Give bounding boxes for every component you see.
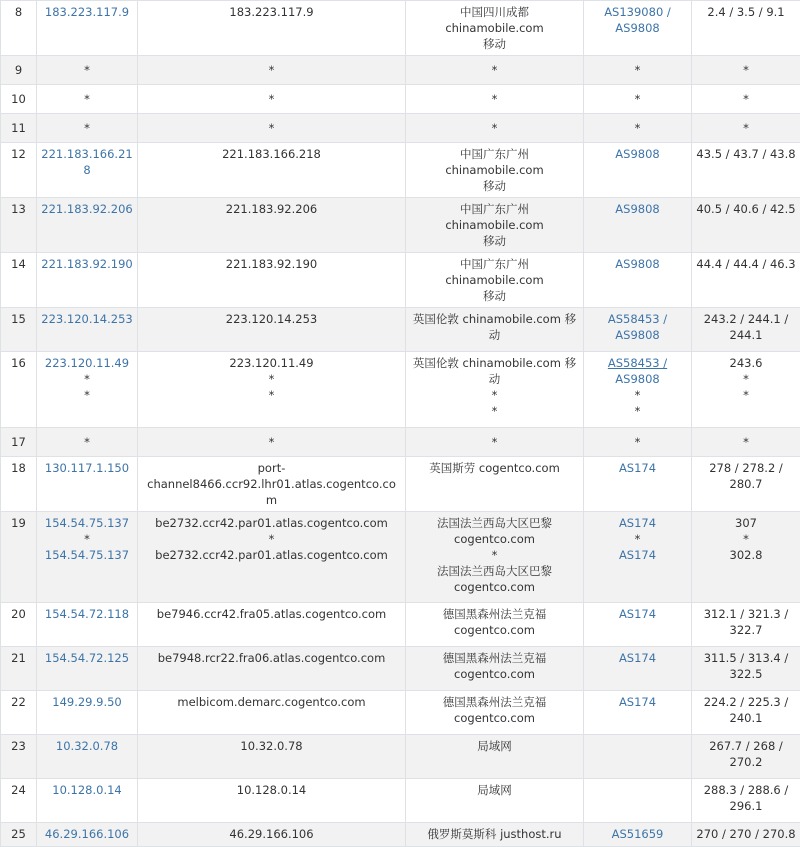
location-text: 移动 <box>410 36 579 52</box>
location-text: 移动 <box>410 178 579 194</box>
asn-cell <box>584 823 692 847</box>
asn-cell <box>584 428 692 457</box>
location-text: 德国黑森州法兰克福 <box>410 650 579 666</box>
latency-cell <box>692 691 800 735</box>
latency-cell <box>692 603 800 647</box>
latency-text: 311.5 / 313.4 / <box>696 650 796 666</box>
no-response-marker: * <box>41 434 133 450</box>
no-response-marker: * <box>142 531 401 547</box>
no-response-marker: * <box>142 387 401 403</box>
no-response-marker: * <box>588 120 687 136</box>
no-response-marker: * <box>588 434 687 450</box>
no-response-marker: * <box>588 62 687 78</box>
location-text: cogentco.com <box>410 666 579 682</box>
ip-cell <box>37 85 138 114</box>
hostname-text: 223.120.11.49 <box>142 355 401 371</box>
hop-number: 14 <box>1 253 37 308</box>
asn-cell <box>584 512 692 603</box>
asn-cell <box>584 352 692 428</box>
no-response-marker: * <box>142 62 401 78</box>
ip-link[interactable]: 154.54.75.137 <box>41 547 133 563</box>
location-text: 移动 <box>410 233 579 249</box>
hostname-text: channel8466.ccr92.lhr01.atlas.cogentco.com <box>142 476 401 508</box>
latency-text: 280.7 <box>696 476 796 492</box>
hop-number: 21 <box>1 647 37 691</box>
hostname-cell <box>138 1 406 56</box>
hostname-cell <box>138 114 406 143</box>
location-text: cogentco.com <box>410 579 579 595</box>
no-response-marker: * <box>142 120 401 136</box>
location-text: 英国伦敦 chinamobile.com 移动 <box>410 311 579 343</box>
hop-number: 12 <box>1 143 37 198</box>
hop-number: 16 <box>1 352 37 428</box>
hop-number: 17 <box>1 428 37 457</box>
ip-cell <box>37 691 138 735</box>
location-cell <box>406 253 584 308</box>
hostname-cell <box>138 143 406 198</box>
hop-row <box>1 1 800 56</box>
location-cell <box>406 512 584 603</box>
hop-row <box>1 457 800 512</box>
location-cell <box>406 647 584 691</box>
no-response-marker: * <box>410 91 579 107</box>
asn-link[interactable]: AS9808 <box>588 371 687 387</box>
latency-text: 44.4 / 44.4 / 46.3 <box>696 256 796 272</box>
hop-row <box>1 143 800 198</box>
latency-cell <box>692 1 800 56</box>
ip-link[interactable]: 10.128.0.14 <box>41 782 133 798</box>
location-text: 移动 <box>410 288 579 304</box>
ip-cell <box>37 1 138 56</box>
no-response-marker: * <box>588 531 687 547</box>
hostname-text: 223.120.14.253 <box>142 311 401 327</box>
location-text: 中国广东广州 chinamobile.com <box>410 201 579 233</box>
location-text: 中国四川成都 chinamobile.com <box>410 4 579 36</box>
latency-text: 2.4 / 3.5 / 9.1 <box>696 4 796 20</box>
hostname-cell <box>138 253 406 308</box>
latency-text: 312.1 / 321.3 / <box>696 606 796 622</box>
asn-link[interactable]: AS174 <box>588 515 687 531</box>
asn-link[interactable]: AS174 <box>588 547 687 563</box>
hop-number: 20 <box>1 603 37 647</box>
hostname-text: 221.183.92.190 <box>142 256 401 272</box>
hop-number: 15 <box>1 308 37 352</box>
location-text: 中国广东广州 chinamobile.com <box>410 146 579 178</box>
no-response-marker: * <box>410 62 579 78</box>
ip-link[interactable]: 154.54.72.125 <box>41 650 133 666</box>
hostname-text: 183.223.117.9 <box>142 4 401 20</box>
hostname-text: melbicom.demarc.cogentco.com <box>142 694 401 710</box>
location-text: 英国伦敦 chinamobile.com 移动 <box>410 355 579 387</box>
no-response-marker: * <box>142 371 401 387</box>
hostname-text: port- <box>142 460 401 476</box>
no-response-marker: * <box>588 387 687 403</box>
hostname-cell <box>138 647 406 691</box>
latency-cell <box>692 85 800 114</box>
hop-number: 25 <box>1 823 37 847</box>
latency-text: 40.5 / 40.6 / 42.5 <box>696 201 796 217</box>
no-response-marker: * <box>142 91 401 107</box>
location-cell <box>406 735 584 779</box>
no-response-marker: * <box>410 547 579 563</box>
no-response-marker: * <box>696 62 796 78</box>
latency-cell <box>692 114 800 143</box>
hostname-cell <box>138 691 406 735</box>
asn-cell <box>584 457 692 512</box>
hop-number: 23 <box>1 735 37 779</box>
no-response-marker: * <box>588 403 687 419</box>
hop-number: 19 <box>1 512 37 603</box>
ip-cell <box>37 779 138 823</box>
no-response-marker: * <box>41 62 133 78</box>
ip-link[interactable]: 223.120.11.49 <box>41 355 133 371</box>
hostname-cell <box>138 823 406 847</box>
location-cell <box>406 114 584 143</box>
hostname-cell <box>138 457 406 512</box>
hostname-text: be2732.ccr42.par01.atlas.cogentco.com <box>142 515 401 531</box>
asn-link[interactable]: AS174 <box>588 650 687 666</box>
latency-cell <box>692 352 800 428</box>
latency-text: 296.1 <box>696 798 796 814</box>
location-text: cogentco.com <box>410 531 579 547</box>
no-response-marker: * <box>41 371 133 387</box>
hop-row <box>1 823 800 847</box>
ip-link[interactable]: 154.54.75.137 <box>41 515 133 531</box>
location-cell <box>406 823 584 847</box>
latency-text: 240.1 <box>696 710 796 726</box>
hop-row <box>1 114 800 143</box>
hostname-cell <box>138 779 406 823</box>
location-text: 法国法兰西岛大区巴黎 <box>410 563 579 579</box>
ip-cell <box>37 457 138 512</box>
hostname-cell <box>138 198 406 253</box>
location-cell <box>406 603 584 647</box>
no-response-marker: * <box>696 434 796 450</box>
latency-cell <box>692 457 800 512</box>
latency-text: 322.5 <box>696 666 796 682</box>
no-response-marker: * <box>588 91 687 107</box>
asn-link[interactable]: AS9808 <box>588 256 687 272</box>
no-response-marker: * <box>41 531 133 547</box>
ip-cell <box>37 253 138 308</box>
asn-link[interactable]: AS174 <box>588 460 687 476</box>
ip-cell <box>37 823 138 847</box>
latency-text: 288.3 / 288.6 / <box>696 782 796 798</box>
asn-cell <box>584 85 692 114</box>
hop-row <box>1 352 800 428</box>
latency-text: 322.7 <box>696 622 796 638</box>
hop-row <box>1 428 800 457</box>
ip-cell <box>37 352 138 428</box>
location-text: 英国斯劳 cogentco.com <box>410 460 579 476</box>
location-cell <box>406 1 584 56</box>
no-response-marker: * <box>142 434 401 450</box>
latency-text: 224.2 / 225.3 / <box>696 694 796 710</box>
ip-link[interactable]: 223.120.14.253 <box>41 311 133 327</box>
location-text: 局域网 <box>410 782 579 798</box>
asn-link[interactable]: AS9808 <box>588 327 687 343</box>
ip-cell <box>37 114 138 143</box>
no-response-marker: * <box>41 120 133 136</box>
asn-link[interactable]: AS51659 <box>588 826 687 842</box>
hop-number: 22 <box>1 691 37 735</box>
hop-number: 10 <box>1 85 37 114</box>
no-response-marker: * <box>696 531 796 547</box>
hop-row <box>1 198 800 253</box>
no-response-marker: * <box>696 387 796 403</box>
no-response-marker: * <box>41 387 133 403</box>
hop-row <box>1 85 800 114</box>
location-text: cogentco.com <box>410 622 579 638</box>
ip-cell <box>37 198 138 253</box>
latency-cell <box>692 143 800 198</box>
hop-number: 8 <box>1 1 37 56</box>
hop-row <box>1 253 800 308</box>
hostname-text: 221.183.92.206 <box>142 201 401 217</box>
latency-text: 43.5 / 43.7 / 43.8 <box>696 146 796 162</box>
latency-text: 267.7 / 268 / <box>696 738 796 754</box>
asn-cell <box>584 691 692 735</box>
hostname-cell <box>138 428 406 457</box>
asn-link[interactable]: AS9808 <box>588 20 687 36</box>
asn-cell <box>584 647 692 691</box>
no-response-marker: * <box>696 91 796 107</box>
asn-link[interactable]: AS139080 / <box>588 4 687 20</box>
latency-cell <box>692 253 800 308</box>
latency-cell <box>692 823 800 847</box>
hostname-cell <box>138 352 406 428</box>
location-text: 德国黑森州法兰克福 <box>410 694 579 710</box>
asn-cell <box>584 253 692 308</box>
no-response-marker: * <box>696 120 796 136</box>
latency-cell <box>692 56 800 85</box>
no-response-marker: * <box>41 91 133 107</box>
hostname-cell <box>138 512 406 603</box>
no-response-marker: * <box>410 403 579 419</box>
hostname-text: 10.128.0.14 <box>142 782 401 798</box>
asn-cell <box>584 56 692 85</box>
latency-text: 302.8 <box>696 547 796 563</box>
latency-text: 243.2 / 244.1 / <box>696 311 796 327</box>
location-cell <box>406 56 584 85</box>
location-text: 俄罗斯莫斯科 justhost.ru <box>410 826 579 842</box>
ip-cell <box>37 647 138 691</box>
hostname-cell <box>138 603 406 647</box>
ip-cell <box>37 512 138 603</box>
latency-text: 244.1 <box>696 327 796 343</box>
ip-link[interactable]: 221.183.92.190 <box>41 256 133 272</box>
hop-number: 13 <box>1 198 37 253</box>
location-text: cogentco.com <box>410 710 579 726</box>
ip-link[interactable]: 221.183.166.218 <box>41 146 133 178</box>
hostname-text: be7948.rcr22.fra06.atlas.cogentco.com <box>142 650 401 666</box>
hop-number: 9 <box>1 56 37 85</box>
hop-row <box>1 308 800 352</box>
hop-number: 18 <box>1 457 37 512</box>
latency-text: 307 <box>696 515 796 531</box>
ip-link[interactable]: 10.32.0.78 <box>41 738 133 754</box>
location-cell <box>406 85 584 114</box>
latency-cell <box>692 428 800 457</box>
hop-number: 24 <box>1 779 37 823</box>
hop-row <box>1 691 800 735</box>
no-response-marker: * <box>696 371 796 387</box>
ip-cell <box>37 603 138 647</box>
asn-cell <box>584 603 692 647</box>
location-text: 中国广东广州 chinamobile.com <box>410 256 579 288</box>
ip-cell <box>37 735 138 779</box>
ip-link[interactable]: 183.223.117.9 <box>41 4 133 20</box>
location-text: 局域网 <box>410 738 579 754</box>
hop-row <box>1 56 800 85</box>
hostname-text: 10.32.0.78 <box>142 738 401 754</box>
latency-cell <box>692 512 800 603</box>
asn-cell <box>584 198 692 253</box>
ip-link[interactable]: 130.117.1.150 <box>41 460 133 476</box>
asn-link[interactable]: AS174 <box>588 606 687 622</box>
hostname-text: 221.183.166.218 <box>142 146 401 162</box>
hostname-cell <box>138 85 406 114</box>
ip-cell <box>37 428 138 457</box>
no-response-marker: * <box>410 387 579 403</box>
traceroute-body <box>1 1 800 847</box>
latency-cell <box>692 779 800 823</box>
no-response-marker: * <box>410 434 579 450</box>
ip-cell <box>37 56 138 85</box>
hop-number: 11 <box>1 114 37 143</box>
location-cell <box>406 691 584 735</box>
hop-row <box>1 735 800 779</box>
ip-link[interactable]: 154.54.72.118 <box>41 606 133 622</box>
hop-row <box>1 779 800 823</box>
asn-cell <box>584 308 692 352</box>
asn-cell <box>584 114 692 143</box>
hop-row <box>1 647 800 691</box>
hostname-text: 46.29.166.106 <box>142 826 401 842</box>
ip-link[interactable]: 221.183.92.206 <box>41 201 133 217</box>
hop-row <box>1 512 800 603</box>
latency-cell <box>692 647 800 691</box>
asn-link[interactable]: AS9808 <box>588 201 687 217</box>
asn-link[interactable]: AS58453 / <box>588 311 687 327</box>
location-text: 德国黑森州法兰克福 <box>410 606 579 622</box>
location-cell <box>406 457 584 512</box>
hostname-cell <box>138 735 406 779</box>
latency-text: 243.6 <box>696 355 796 371</box>
asn-link[interactable]: AS58453 / <box>588 355 687 371</box>
latency-cell <box>692 198 800 253</box>
ip-link[interactable]: 149.29.9.50 <box>41 694 133 710</box>
latency-cell <box>692 308 800 352</box>
hostname-cell <box>138 308 406 352</box>
location-cell <box>406 308 584 352</box>
no-response-marker: * <box>410 120 579 136</box>
location-text: 法国法兰西岛大区巴黎 <box>410 515 579 531</box>
asn-link[interactable]: AS174 <box>588 694 687 710</box>
asn-cell <box>584 735 692 779</box>
hostname-text: be7946.ccr42.fra05.atlas.cogentco.com <box>142 606 401 622</box>
latency-text: 278 / 278.2 / <box>696 460 796 476</box>
asn-cell <box>584 1 692 56</box>
asn-cell <box>584 143 692 198</box>
hop-row <box>1 603 800 647</box>
latency-text: 270 / 270 / 270.8 <box>696 826 796 842</box>
location-cell <box>406 779 584 823</box>
latency-cell <box>692 735 800 779</box>
ip-link[interactable]: 46.29.166.106 <box>41 826 133 842</box>
asn-link[interactable]: AS9808 <box>588 146 687 162</box>
location-cell <box>406 143 584 198</box>
location-cell <box>406 352 584 428</box>
ip-cell <box>37 143 138 198</box>
location-cell <box>406 198 584 253</box>
ip-cell <box>37 308 138 352</box>
hostname-text: be2732.ccr42.par01.atlas.cogentco.com <box>142 547 401 563</box>
location-cell <box>406 428 584 457</box>
asn-cell <box>584 779 692 823</box>
latency-text: 270.2 <box>696 754 796 770</box>
hostname-cell <box>138 56 406 85</box>
